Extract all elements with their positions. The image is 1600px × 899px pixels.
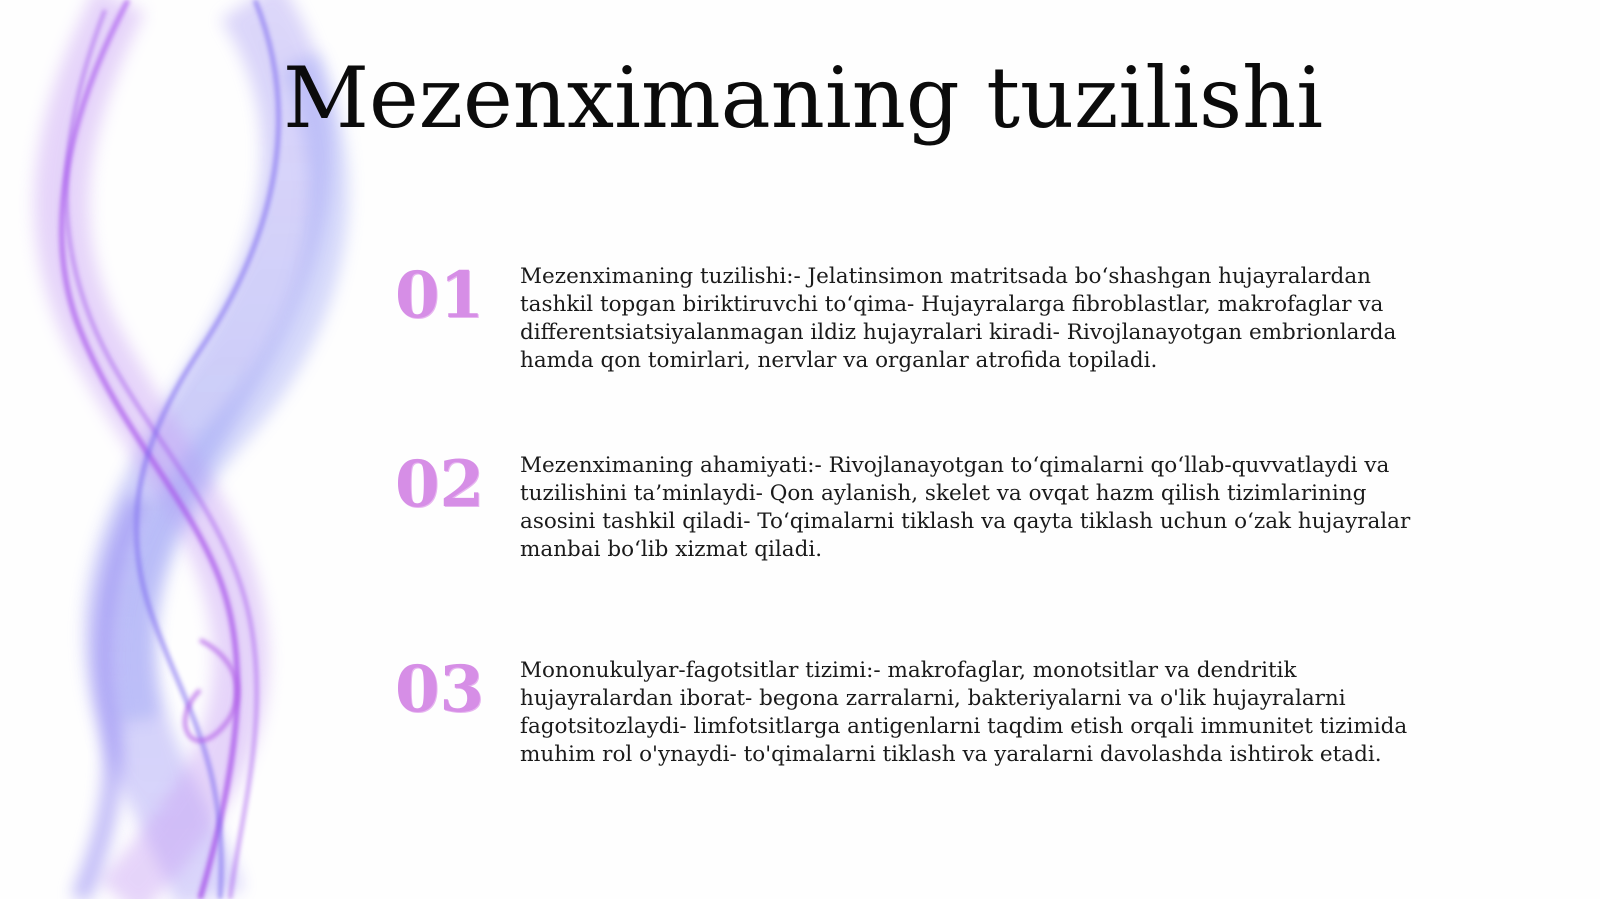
- item-text: Mononukulyar-fagotsitlar tizimi:- makrofaglar, monotsitlar va dendritik hujayralardan iborat- begona zarralarni, bakteriyalarni va o'lik hujayralarni fagotsitozlaydi- limfotsitlarga antigenlarni taqdim etish orqali immunitet tizimida muhim rol o'ynaydi- to'qimalarni tiklash va yaralarni davolashda ishtirok etadi.: [520, 658, 1408, 767]
- item-number: 02: [395, 447, 485, 522]
- list-item: [395, 258, 1495, 391]
- page-title: Mezenximaning tuzilishi: [283, 49, 1324, 147]
- list-item: [395, 652, 1495, 785]
- item-number: 03: [395, 652, 485, 727]
- item-text: Mezenximaning ahamiyati:- Rivojlanayotgan to‘qimalarni qo‘llab-quvvatlaydi va tuzilishini ta’minlaydi- Qon aylanish, skelet va ovqat hazm qilish tizimlarining asosini tashkil qiladi- To‘qimalarni tiklash va qayta tiklash uchun o‘zak hujayralar manbai bo‘lib xizmat qiladi.: [520, 453, 1411, 562]
- item-number: 01: [395, 258, 485, 333]
- item-text: Mezenximaning tuzilishi:- Jelatinsimon matritsada bo‘shashgan hujayralardan tashkil topgan biriktiruvchi to‘qima- Hujayralarga fibroblastlar, makrofaglar va differentsiatsiyalanmagan ildiz hujayralari kiradi- Rivojlanayotgan embrionlarda hamda qon tomirlari, nervlar va organlar atrofida topiladi.: [520, 264, 1397, 373]
- list-item: [395, 447, 1495, 580]
